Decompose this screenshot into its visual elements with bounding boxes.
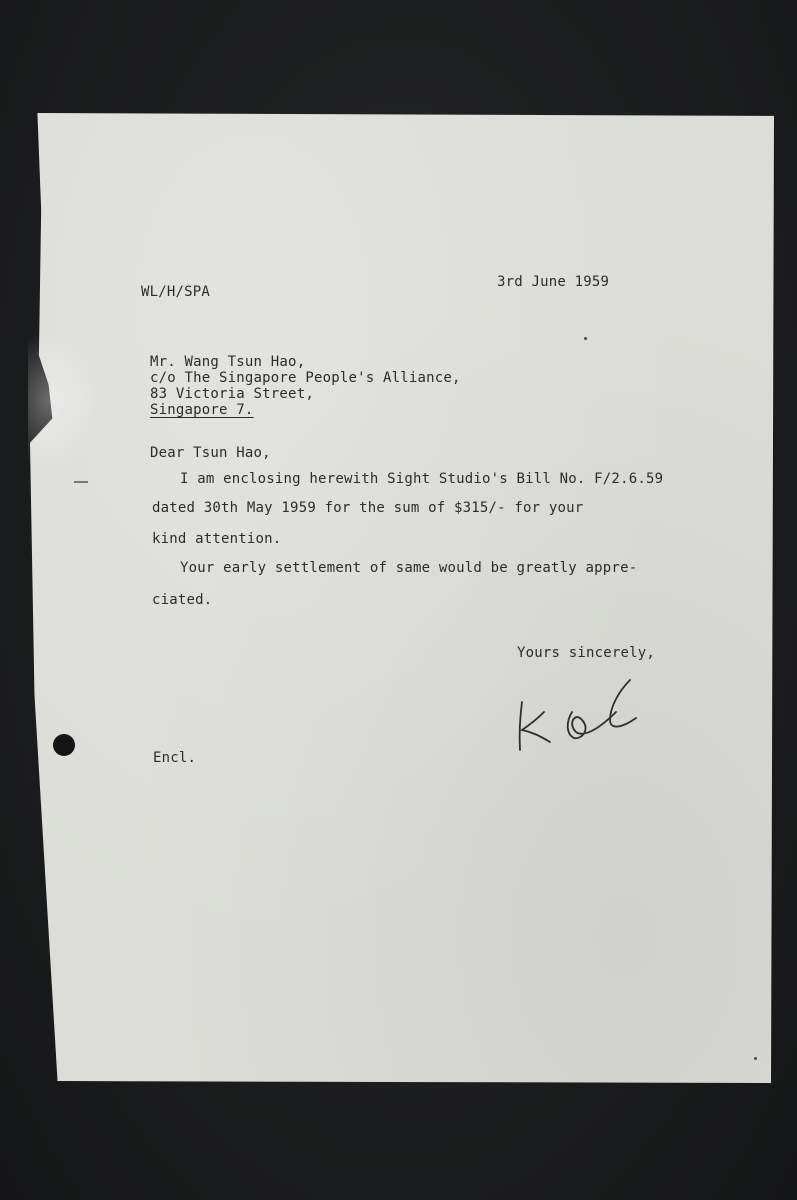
- reference-code: WL/H/SPA: [141, 284, 211, 300]
- recipient-address-line-2: 83 Victoria Street,: [150, 386, 314, 402]
- enclosure-note: Encl.: [153, 750, 197, 766]
- recipient-address-line-3: Singapore 7.: [150, 402, 254, 418]
- paper-speck: [754, 1057, 757, 1060]
- letter-date: 3rd June 1959: [497, 274, 610, 290]
- torn-edge: [28, 330, 98, 470]
- salutation: Dear Tsun Hao,: [150, 445, 271, 461]
- body-line-3: kind attention.: [152, 531, 282, 547]
- margin-mark: [74, 481, 88, 483]
- closing: Yours sincerely,: [517, 645, 656, 661]
- punch-hole: [53, 734, 75, 756]
- handwritten-signature: [510, 672, 650, 762]
- body-line-1: I am enclosing herewith Sight Studio's Bill No. F/2.6.59: [180, 471, 664, 487]
- recipient-address-line-1: c/o The Singapore People's Alliance,: [150, 370, 461, 386]
- body-line-4: Your early settlement of same would be greatly appre-: [180, 560, 638, 576]
- body-line-2: dated 30th May 1959 for the sum of $315/- for your: [152, 500, 584, 516]
- paper-speck: [584, 337, 587, 340]
- body-line-5: ciated.: [152, 592, 213, 608]
- recipient-name: Mr. Wang Tsun Hao,: [150, 354, 306, 370]
- letter-sheet: [30, 113, 774, 1083]
